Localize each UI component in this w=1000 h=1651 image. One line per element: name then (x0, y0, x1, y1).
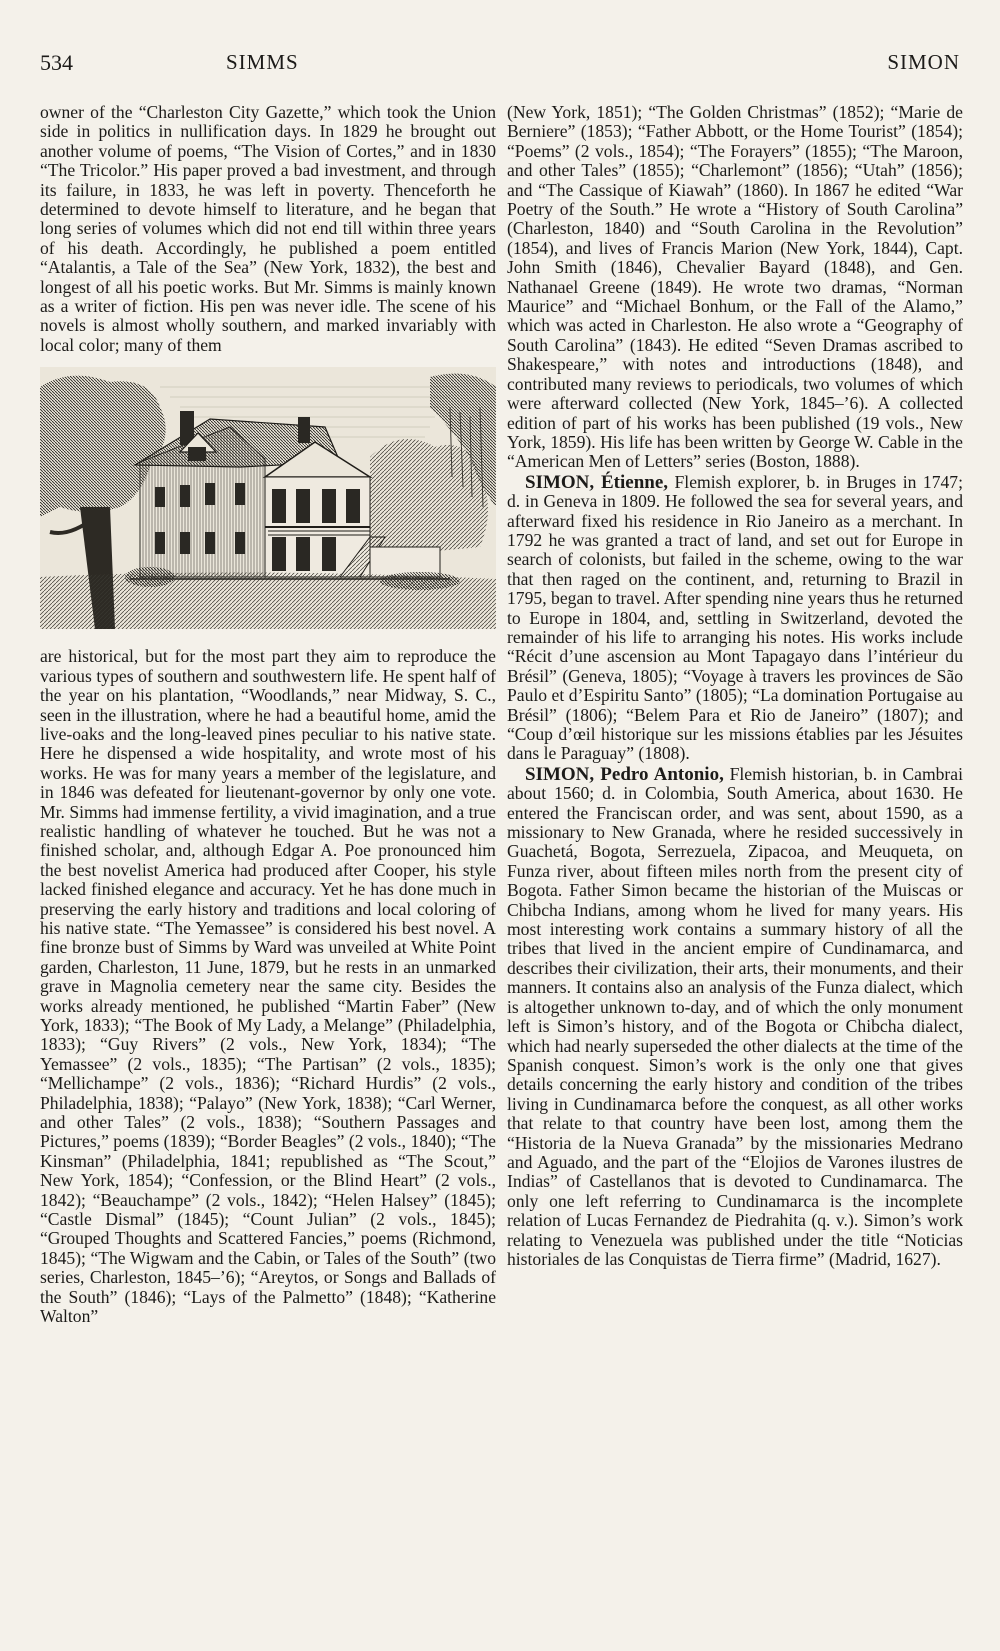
simms-paragraph-continued: (New York, 1851); “The Golden Christmas” (1852); “Marie de Berniere” (1853); “Father Abbott, or the Home Tourist” (1854); “Poems” (2 vols., 1854); “The Forayers” (1855); “The Maroon, and other Tales” (1855); “Charlemont” (1856); “Utah” (1856); and “The Cassique of Kiawah” (1860). In 1867 he edited “War Poetry of the South.” He wrote a “History of South Carolina” (Charleston, 1840) and “South Carolina in the Revolution” (1854), and lives of Francis Marion (New York, 1844), Capt. John Smith (1846), Chevalier Bayard (1848), and Gen. Nathanael Greene (1849). He wrote two dramas, “Norman Maurice” and “Michael Bonhum, or the Fall of the Alamo,” which was acted in Charleston. He also wrote a “Geography of South Carolina” (1843). He edited “Seven Dramas ascribed to Shakespeare,” with notes and introductions (1848), and contributed many reviews to periodicals, two volumes of which were afterward collected (New York, 1845–’6). A collected edition of part of his works has been published (19 vols., New York, 1859). His life has been written by George W. Cable in the “American Men of Letters” series (Boston, 1888). (507, 102, 963, 472)
simms-paragraph-2: are historical, but for the most part they aim to reproduce the various types of southern and southwestern life. He spent half of the year on his plantation, “Woodlands,” near Midway, S. C., seen in the illustration, where he had a beautiful home, amid the live-oaks and the long-leaved pines peculiar to his native state. Here he dispensed a wide hospitality, and wrote most of his works. He was for many years a member of the legislature, and in 1846 was defeated for lieutenant-governor by only one vote. Mr. Simms had immense fertility, a vivid imagination, and a true realistic handling of whatever he touched. But he was not a finished scholar, and, although Edgar A. Poe pronounced him the best novelist America had produced after Cooper, his style lacked finished elegance and accuracy. Yet he has done much in preserving the early history and traditions and local coloring of his native state. “The Yemassee” is considered his best novel. A fine bronze bust of Simms by Ward was unveiled at White Point garden, Charleston, 11 June, 1879, but he rests in an unmarked grave in Magnolia cemetery near the same city. Besides the works already mentioned, he published “Martin Faber” (New York, 1833); “The Book of My Lady, a Melange” (Philadelphia, 1833); “Guy Rivers” (2 vols., New York, 1834); “The Yemassee” (2 vols., 1835); “The Partisan” (2 vols., 1835); “Mellichampe” (2 vols., 1836); “Richard Hurdis” (2 vols., Philadelphia, 1838); “Palayo” (New York, 1838); “Carl Werner, and other Tales” (2 vols., 1838); “Southern Passages and Pictures,” poems (1839); “Border Beagles” (2 vols., 1840); “The Kinsman” (Philadelphia, 1841; republished as “The Scout,” New York, 1854); “Confession, or the Blind Heart” (2 vols., 1842); “Beauchampe” (2 vols., 1842); “Helen Halsey” (1845); “Castle Dismal” (1845); “Count Julian” (2 vols., 1845); “Grouped Thoughts and Scattered Fancies,” poems (Richmond, 1845); “The Wigwam and the Cabin, or Tales of the South” (two series, Charleston, 1845–’6); “Areytos, or Songs and Ballads of the South” (1846); “Lays of the Palmetto” (1848); “Katherine Walton” (40, 646, 496, 1327)
page-number: 534 (40, 50, 73, 75)
entry-text-simon-pedro-antonio: Flemish historian, b. in Cambrai about 1560; d. in Colombia, South America, about 1630. He entered the Franciscan order, and was sent, about 1590, as a missionary to New Granada, where he resided successively in Guachetá, Bogota, Serrezuela, Zipacoa, and Meuqueta, on Funza river, about fifteen miles north from the present city of Bogota. Father Simon became the historian of the Muiscas or Chibcha Indians, among whom he lived for many years. His most interesting work contains a summary history of all the tribes that lived in the ancient empire of Cundinamarca, and describes their civilization, their arts, their monuments, and their manners. It contains also an analysis of the Funza dialect, which is altogether unknown to-day, and of which the only monument left is Simon’s history, and of the Bogota or Chibcha dialect, which had nearly superseded the other dialects at the time of the Spanish conquest. Simon’s work is the only one that gives details concerning the early history and condition of the tribes living in Cundinamarca before the conquest, as all other works that relate to that country have been lost, among them the “Historia de la Nueva Granada” by the missionaries Medrano and Aguado, and the part of the “Elojios de Varones ilustres de Indias” of Castellanos that is devoted to Cundinamarca. The only one left referring to Cundinamarca is the incomplete relation of Lucas Fernandez de Piedrahita (q. v.). Simon’s work relating to Venezuela was published under the title “Noticias historiales de las Conquistas de Tierra firme” (Madrid, 1627). (507, 763, 963, 1269)
headword-simon-etienne: SIMON, Étienne, (525, 471, 669, 493)
running-title-right: SIMON (887, 50, 960, 74)
headword-simon-pedro-antonio: SIMON, Pedro Antonio, (525, 763, 724, 785)
running-title-left: SIMMS (226, 50, 299, 74)
woodlands-illustration (40, 367, 496, 629)
right-column (507, 103, 963, 1269)
simms-paragraph-1: owner of the “Charleston City Gazette,” which took the Union side in politics in nullification days. In 1829 he brought out another volume of poems, “The Vision of Cortes,” and in 1830 “The Tricolor.” His paper proved a bad investment, and through its failure, in 1833, he was left in poverty. Thenceforth he determined to devote himself to literature, and he began that long series of volumes which did not end till within three years of his death. Accordingly, he published a poem entitled “Atalantis, a Tale of the Sea” (New York, 1832), the best and longest of all his poetic works. But Mr. Simms is mainly known as a writer of fiction. His pen was never idle. The scene of his novels is almost wholly southern, and marked invariably with local color; many of them (40, 102, 496, 355)
entry-simon-pedro-antonio (507, 765, 963, 1270)
plantation-house-engraving (40, 367, 496, 629)
entry-simon-etienne (507, 473, 963, 764)
entry-text-simon-etienne: Flemish explorer, b. in Bruges in 1747; d. in Geneva in 1809. He followed the sea for several years, and afterward fixed his residence in Rio Janeiro as a merchant. In 1792 he was granted a tract of land, and set out for Europe in search of colonists, but failed in the scheme, owing to the war that then raged on the continent, and, returning to Brazil in 1795, began to travel. After spending nine years thus he returned to Europe in 1804, and, settling in Switzerland, devoted the remainder of his life to arranging his notes. His works include “Récit d’une ascension au Mont Tapagayo dans l’intérieur du Brésil” (Geneva, 1805); “Voyage à travers les provinces de São Paulo et d’Espiritu Santo” (1805); “La domination Portugaise au Brésil” (1806); “Belem Para et Rio de Janeiro” (1807); and “Coup d’œil historique sur les missions établies par les Jésuites dans le Paraguay” (1808). (507, 471, 963, 764)
left-column (40, 103, 496, 1327)
running-head (40, 50, 960, 84)
